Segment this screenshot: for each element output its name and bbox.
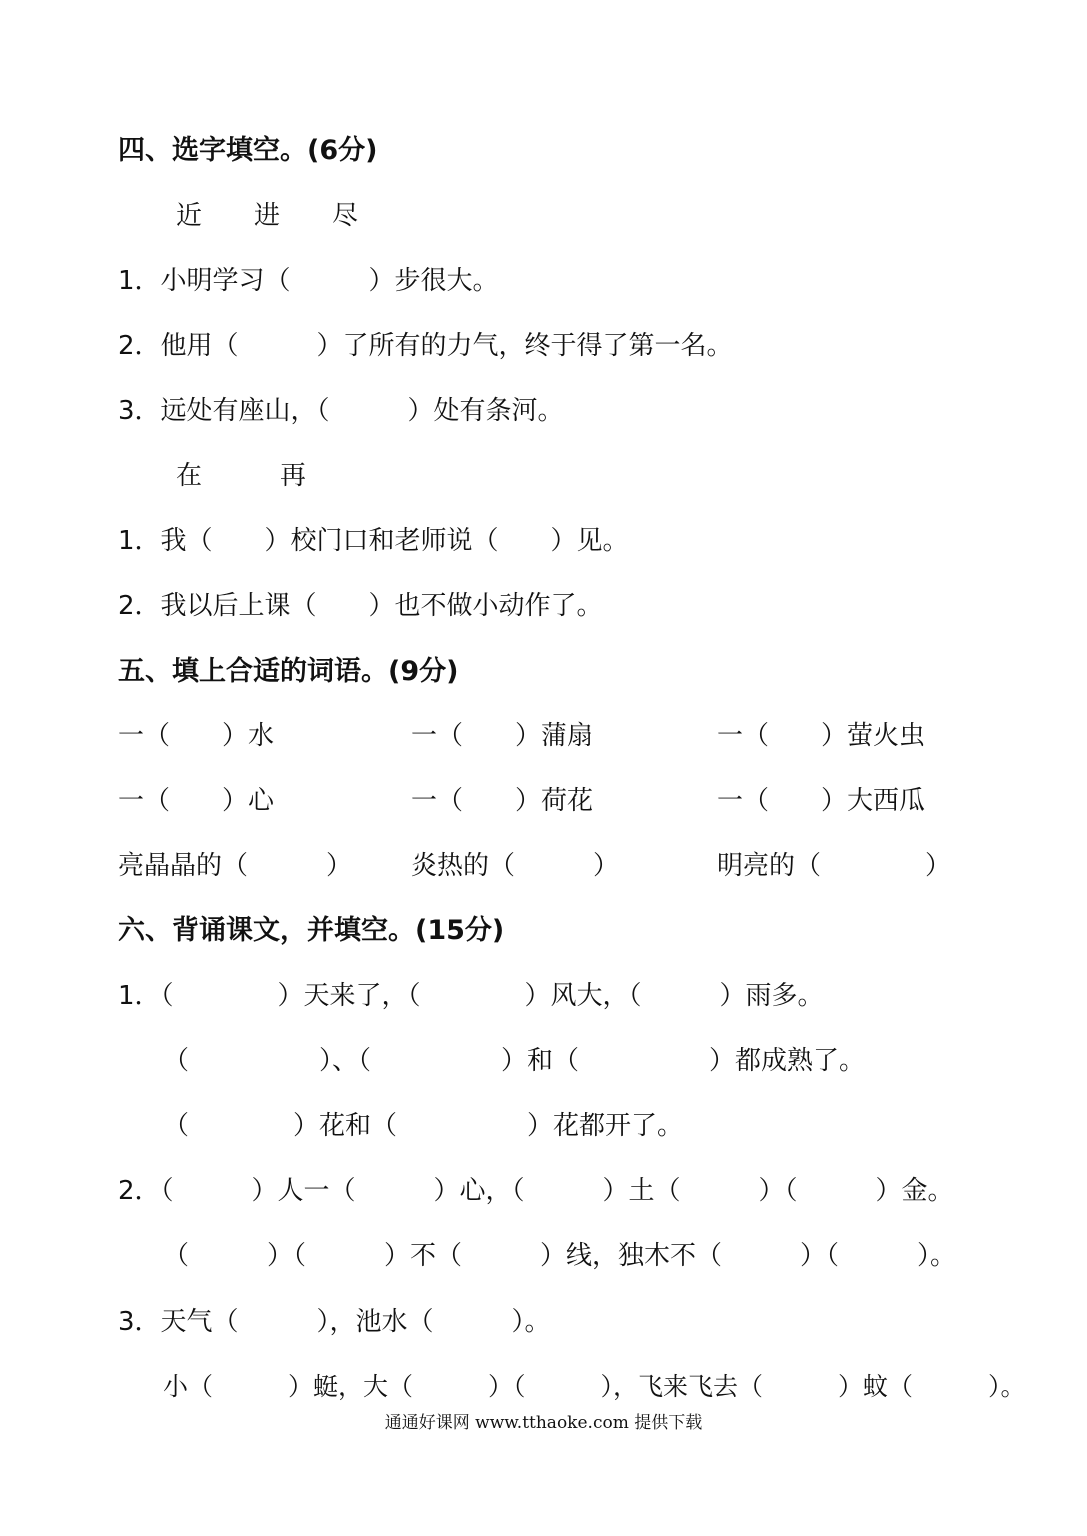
question-4-5: 2．我以后上课（ ）也不做小动作了。	[118, 591, 603, 621]
section-6-title: 六、背诵课文，并填空。(15分)	[118, 915, 505, 946]
char-options-1: 近 进 尽	[176, 201, 359, 231]
question-4-3: 3．远处有座山，（ ）处有条河。	[118, 396, 564, 426]
word-blank: 一（ ）水	[118, 721, 275, 751]
recite-line-2: （ ）、（ ）和（ ）都成熟了。	[163, 1046, 866, 1076]
footer-source: 通通好课网 www.tthaoke.com 提供下载	[384, 1413, 703, 1433]
recite-line-5: （ ）（ ）不（ ）线，独木不（ ）（ ）。	[163, 1241, 957, 1271]
question-4-4: 1．我（ ）校门口和老师说（ ）见。	[118, 526, 629, 556]
recite-line-3: （ ）花和（ ）花都开了。	[163, 1111, 684, 1141]
recite-line-6: 3．天气（ ），池水（ ）。	[118, 1307, 551, 1337]
word-blank: 一（ ）心	[118, 786, 275, 816]
question-4-1: 1．小明学习（ ）步很大。	[118, 266, 499, 296]
word-blank: 一（ ）蒲扇	[411, 721, 594, 751]
char-options-2: 在 再	[176, 461, 307, 491]
recite-line-1: 1．（ ）天来了，（ ）风大，（ ）雨多。	[118, 981, 824, 1011]
word-blank: 明亮的（ ）	[717, 851, 952, 881]
recite-line-4: 2．（ ）人一（ ）心，（ ）土（ ）（ ）金。	[118, 1176, 954, 1206]
word-blank: 一（ ）大西瓜	[717, 786, 926, 816]
word-blank: 一（ ）荷花	[411, 786, 594, 816]
word-blank: 一（ ）萤火虫	[717, 721, 926, 751]
recite-line-7: 小（ ）蜓，大（ ）（ ），飞来飞去（ ）蚊（ ）。	[163, 1372, 1026, 1401]
word-blank: 亮晶晶的（ ）	[118, 851, 353, 881]
word-blank: 炎热的（ ）	[411, 851, 620, 881]
section-5-title: 五、填上合适的词语。(9分)	[118, 656, 459, 687]
question-4-2: 2．他用（ ）了所有的力气，终于得了第一名。	[118, 331, 733, 361]
section-4-title: 四、选字填空。(6分)	[118, 135, 378, 166]
